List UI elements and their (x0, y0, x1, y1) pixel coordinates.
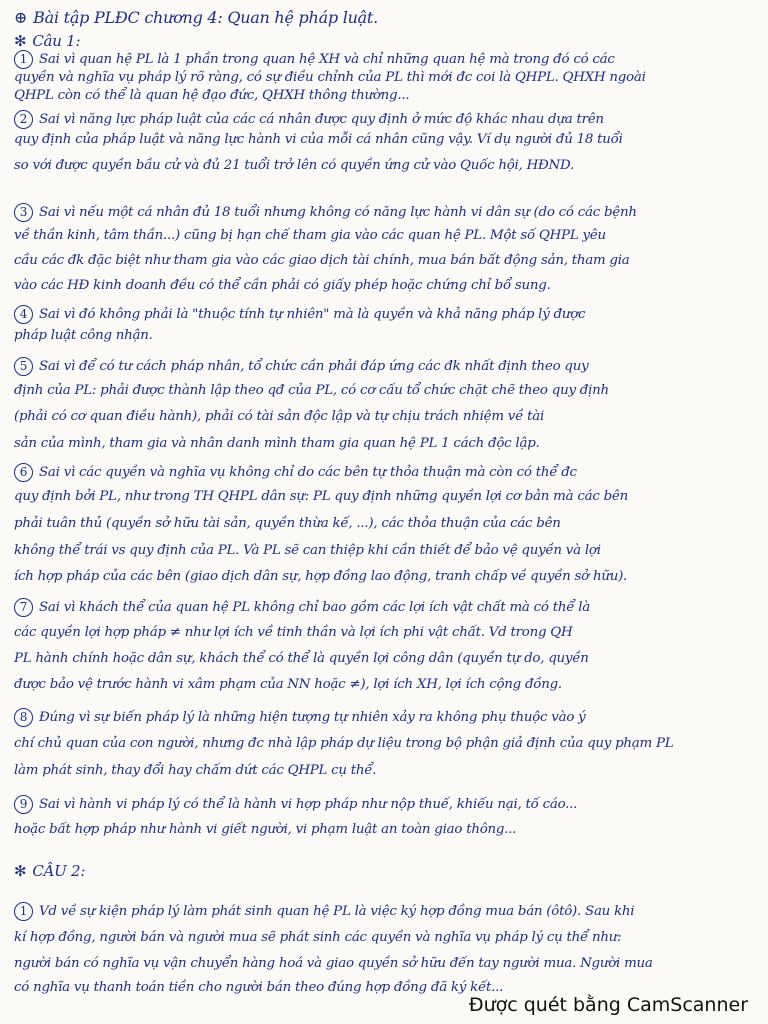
number-badge-1: 1 (14, 50, 33, 69)
answer-5-line-3: (phải có cơ quan điều hành), phải có tài sản độc lập và tự chịu trách nhiệm về tài (14, 409, 544, 424)
answer-6-line-2: quy định bởi PL, như trong TH QHPL dân sự: PL quy định những quyền lợi cơ bản mà các bên (14, 489, 628, 504)
answer-1-line-2: quyền và nghĩa vụ pháp lý rõ ràng, có sự điều chỉnh của PL thì mới đc coi là QHPL. QHXH ngoài (14, 70, 646, 85)
answer-6-line-4: không thể trái vs quy định của PL. Và PL sẽ can thiệp khi cần thiết để bảo vệ quyền và lợi (14, 543, 601, 558)
answer-4-line-2: pháp luật công nhận. (14, 328, 153, 343)
section-cau1-heading: ✻ Câu 1: (14, 32, 81, 50)
answer-2-line-3: so với được quyền bầu cử và đủ 21 tuổi trở lên có quyền ứng cử vào Quốc hội, HĐND. (14, 158, 575, 173)
answer-5-line-1: 5 Sai vì để có tư cách pháp nhân, tổ chức cần phải đáp ứng các đk nhất định theo quy (14, 357, 756, 376)
asterisk-icon: ✻ (14, 32, 27, 50)
answer-5-line-4: sản của mình, tham gia và nhân danh mình tham gia quan hệ PL 1 cách độc lập. (14, 436, 540, 451)
answer-7-line-1: 7 Sai vì khách thể của quan hệ PL không chỉ bao gồm các lợi ích vật chất mà có thể là (14, 598, 756, 617)
answer-7-line-4: được bảo vệ trước hành vi xâm phạm của NN hoặc ≠), lợi ích XH, lợi ích cộng đồng. (14, 677, 562, 692)
number-badge-5: 5 (14, 357, 33, 376)
page-title: ⊕ Bài tập PLĐC chương 4: Quan hệ pháp luật. (14, 8, 378, 27)
answer-7-line-2: các quyền lợi hợp pháp ≠ như lợi ích về tinh thần và lợi ích phi vật chất. Vd trong QH (14, 625, 573, 640)
answer-1-line-1: 1 Sai vì quan hệ PL là 1 phần trong quan hệ XH và chỉ những quan hệ mà trong đó có các (14, 50, 756, 69)
answer-1-line-3: QHPL còn có thể là quan hệ đạo đức, QHXH thông thường... (14, 88, 410, 103)
answer-5-line-2: định của PL: phải được thành lập theo qđ của PL, có cơ cấu tổ chức chặt chẽ theo quy định (14, 383, 609, 398)
number-badge-2: 2 (14, 110, 33, 129)
cau2-answer-1-line-4: có nghĩa vụ thanh toán tiền cho người bán theo đúng hợp đồng đã ký kết... (14, 980, 504, 995)
number-badge-3: 3 (14, 203, 33, 222)
plus-circle-icon: ⊕ (14, 8, 28, 27)
answer-3-line-4: vào các HĐ kinh doanh đều có thể cần phải có giấy phép hoặc chứng chỉ bổ sung. (14, 278, 551, 293)
answer-6-line-5: ích hợp pháp của các bên (giao dịch dân sự, hợp đồng lao động, tranh chấp về quyền sở hữu). (14, 569, 628, 584)
answer-9-line-2: hoặc bất hợp pháp như hành vi giết người, vi phạm luật an toàn giao thông... (14, 822, 517, 837)
number-badge-4: 4 (14, 305, 33, 324)
answer-8-line-1: 8 Đúng vì sự biến pháp lý là những hiện tượng tự nhiên xảy ra không phụ thuộc vào ý (14, 708, 756, 727)
asterisk-icon: ✻ (14, 862, 27, 880)
cau2-answer-1-line-2: kí hợp đồng, người bán và người mua sẽ phát sinh các quyền và nghĩa vụ pháp lý cụ thể như: (14, 930, 622, 945)
answer-2-line-1: 2 Sai vì năng lực pháp luật của các cá nhân được quy định ở mức độ khác nhau dựa trên (14, 110, 756, 129)
answer-4-line-1: 4 Sai vì đó không phải là "thuộc tính tự nhiên" mà là quyền và khả năng pháp lý được (14, 305, 756, 324)
answer-2-line-2: quy định của pháp luật và năng lực hành vi của mỗi cá nhân cũng vậy. Ví dụ người đủ 18 tuổi (14, 132, 623, 147)
number-badge-6: 6 (14, 463, 33, 482)
answer-6-line-3: phải tuân thủ (quyền sở hữu tài sản, quyền thừa kế, ...), các thỏa thuận của các bên (14, 516, 561, 531)
cau2-answer-1-line-3: người bán có nghĩa vụ vận chuyển hàng hoá và giao quyền sở hữu đến tay người mua. Người mua (14, 956, 653, 971)
number-badge-8: 8 (14, 708, 33, 727)
answer-8-line-3: làm phát sinh, thay đổi hay chấm dứt các QHPL cụ thể. (14, 763, 377, 778)
number-badge-9: 9 (14, 795, 33, 814)
answer-9-line-1: 9 Sai vì hành vi pháp lý có thể là hành vi hợp pháp như nộp thuế, khiếu nại, tố cáo... (14, 795, 756, 814)
answer-3-line-3: cầu các đk đặc biệt như tham gia vào các giao dịch tài chính, mua bán bất động sản, tham gia (14, 253, 630, 268)
number-badge-1: 1 (14, 902, 33, 921)
camscanner-watermark: Được quét bằng CamScanner (468, 994, 748, 1016)
answer-3-line-2: về thần kinh, tâm thần...) cũng bị hạn chế tham gia vào các quan hệ PL. Một số QHPL yêu (14, 228, 606, 243)
answer-8-line-2: chí chủ quan của con người, nhưng đc nhà lập pháp dự liệu trong bộ phận giả định của quy phạm PL (14, 736, 674, 751)
answer-6-line-1: 6 Sai vì các quyền và nghĩa vụ không chỉ do các bên tự thỏa thuận mà còn có thể đc (14, 463, 756, 482)
answer-3-line-1: 3 Sai vì nếu một cá nhân đủ 18 tuổi nhưng không có năng lực hành vi dân sự (do có các bệnh (14, 203, 756, 222)
cau2-answer-1-line-1: 1 Vd về sự kiện pháp lý làm phát sinh quan hệ PL là việc ký hợp đồng mua bán (ôtô). Sau khi (14, 902, 756, 921)
answer-7-line-3: PL hành chính hoặc dân sự, khách thể có thể là quyền lợi công dân (quyền tự do, quyền (14, 651, 589, 666)
section-cau2-heading: ✻ CÂU 2: (14, 862, 86, 880)
number-badge-7: 7 (14, 598, 33, 617)
